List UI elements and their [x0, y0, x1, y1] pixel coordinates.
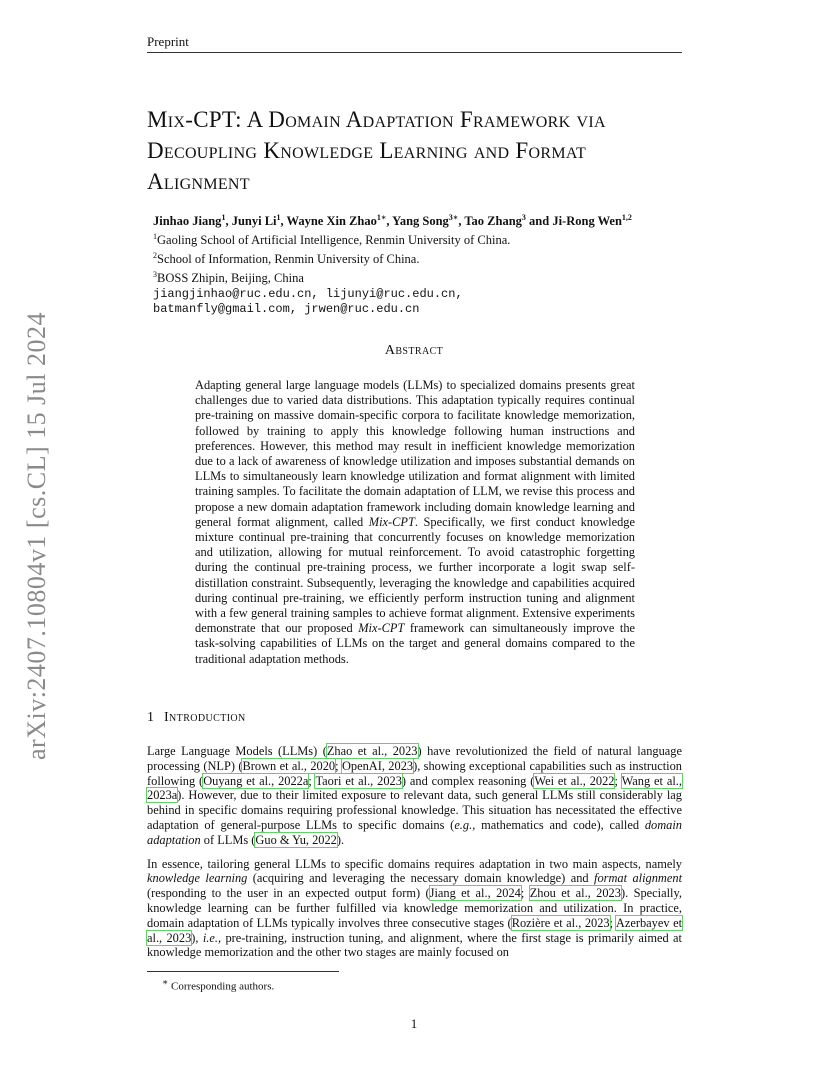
author-name: Tao Zhang	[464, 214, 522, 229]
citation-link[interactable]: Zhou et al., 2023	[529, 886, 621, 901]
email-line[interactable]: jiangjinhao@ruc.edu.cn, lijunyi@ruc.edu.cn,	[153, 286, 463, 301]
author-emails	[153, 287, 683, 317]
arxiv-identifier-stamp: arXiv:2407.10804v1 [cs.CL] 15 Jul 2024	[22, 312, 51, 760]
intro-paragraph: In essence, tailoring general LLMs to specific domains requires adaptation in two main aspects, namely knowledge learning (acquiring and leveraging the necessary domain knowledge) and format alignment (responding to the user in an expected output form) (Jiang et al., 2024; Zhou et al., 2023). Specially, knowledge learning can be further fulfilled via knowledge memorization and utilization. In practice, domain adaptation of LLMs typically involves three consecutive stages (Rozière et al., 2023; Azerbayev et al., 2023), i.e., pre-training, instruction tuning, and alignment, where the first stage is primarily aimed at knowledge memorization and the other two stages are mainly focused on	[147, 856, 683, 960]
running-header: Preprint	[147, 34, 189, 49]
section-title: Introduction	[164, 710, 246, 725]
citation-link[interactable]: Wei et al., 2022	[534, 773, 615, 788]
citation-link[interactable]: Jiang et al., 2024	[429, 886, 521, 901]
affiliation: $^2$School of Information, Renmin University of China.	[153, 251, 420, 267]
citation-link[interactable]: Wang et al., 2023a	[147, 773, 682, 803]
citation-link[interactable]: Azerbayev et al., 2023	[147, 915, 683, 945]
email-line[interactable]: batmanfly@gmail.com, jrwen@ruc.edu.cn	[153, 301, 420, 316]
citation-link[interactable]: Guo & Yu, 2022	[255, 832, 337, 847]
author-name: Ji-Rong Wen	[552, 214, 622, 229]
citation-link[interactable]: OpenAI, 2023	[341, 758, 414, 773]
author-name: Jinhao Jiang	[153, 214, 222, 229]
framework-name: Mix-CPT	[368, 514, 415, 529]
framework-name: Mix-CPT	[358, 621, 405, 636]
section-number: 1	[147, 710, 154, 725]
citation-link[interactable]: Rozière et al., 2023	[511, 915, 610, 930]
header-rule	[147, 52, 682, 53]
footnote-rule	[147, 971, 339, 972]
author-names: Jinhao Jiang$^1$, Junyi Li$^1$, Wayne Xin Zhao$^{1∗}$, Yang Song$^{3∗}$, Tao Zhang$^3$ and Ji-Rong Wen$^{1,2}$	[153, 213, 632, 229]
citation-link[interactable]: Zhao et al., 2023	[326, 744, 418, 758]
footnote: ∗ Corresponding authors.	[162, 977, 275, 993]
abstract-heading: Abstract	[384, 343, 444, 358]
citation-link[interactable]: Ouyang et al., 2022a	[203, 773, 309, 788]
author-block	[153, 210, 683, 317]
abstract-body: Adapting general large language models (LLMs) to specialized domains presents great challenges due to varied data distributions. This adaptation typically requires continual pre-training on massive domain-specific corpora to facilitate knowledge memorization, followed by training to apply this knowledge following human instructions and preferences. However, this method may result in inefficient knowledge memorization due to a lack of awareness of knowledge utilization and imposes substantial demands on LLMs to simultaneously learn knowledge utilization and format alignment with limited training samples. To facilitate the domain adaptation of LLM, we revise this process and propose a new domain adaptation framework including domain knowledge learning and general format alignment, called Mix-CPT. Specifically, we first conduct knowledge mixture continual pre-training that concurrently focuses on knowledge memorization and utilization, allowing for mutual reinforcement. To avoid catastrophic forgetting during the continual pre-training process, we further incorporate a logit swap self-distillation constraint. Subsequently, leveraging the knowledge and capabilities acquired during continual pre-training, we efficiently perform instruction tuning and alignment with a few general training samples to achieve format alignment. Extensive experiments demonstrate that our proposed Mix-CPT framework can simultaneously improve the task-solving capabilities of LLMs on the target and general domains compared to the traditional adaptation methods.	[195, 378, 636, 666]
intro-paragraph: Large Language Models (LLMs) (Zhao et al., 2023) have revolutionized the field of natural language processing (NLP) (Brown et al., 2020; OpenAI, 2023), showing exceptional capabilities such as instruction following (Ouyang et al., 2022a; Taori et al., 2023) and complex reasoning (Wei et al., 2022; Wang et al., 2023a). However, due to their limited exposure to relevant data, such general LLMs still considerably lag behind in specific domains requiring professional knowledge. This situation has necessitated the effective adaptation of general-purpose LLMs to specific domains (e.g., mathematics and code), called domain adaptation of LLMs (Guo & Yu, 2022).	[147, 744, 682, 847]
affiliation: $^1$Gaoling School of Artificial Intelligence, Renmin University of China.	[153, 232, 511, 248]
citation-link[interactable]: Taori et al., 2023	[315, 773, 402, 788]
affiliation: $^3$BOSS Zhipin, Beijing, China	[153, 270, 304, 286]
paper-title: Mix-CPT: A Domain Adaptation Framework via Decoupling Knowledge Learning and Format Alignment	[147, 107, 606, 194]
author-name: Wayne Xin Zhao	[286, 214, 377, 229]
section-heading-introduction	[147, 710, 246, 726]
author-name: Junyi Li	[231, 214, 277, 229]
introduction-body	[147, 744, 682, 969]
citation-link[interactable]: Brown et al., 2020	[242, 758, 336, 773]
author-name: Yang Song	[392, 214, 449, 229]
page-number: 1	[410, 1016, 418, 1031]
